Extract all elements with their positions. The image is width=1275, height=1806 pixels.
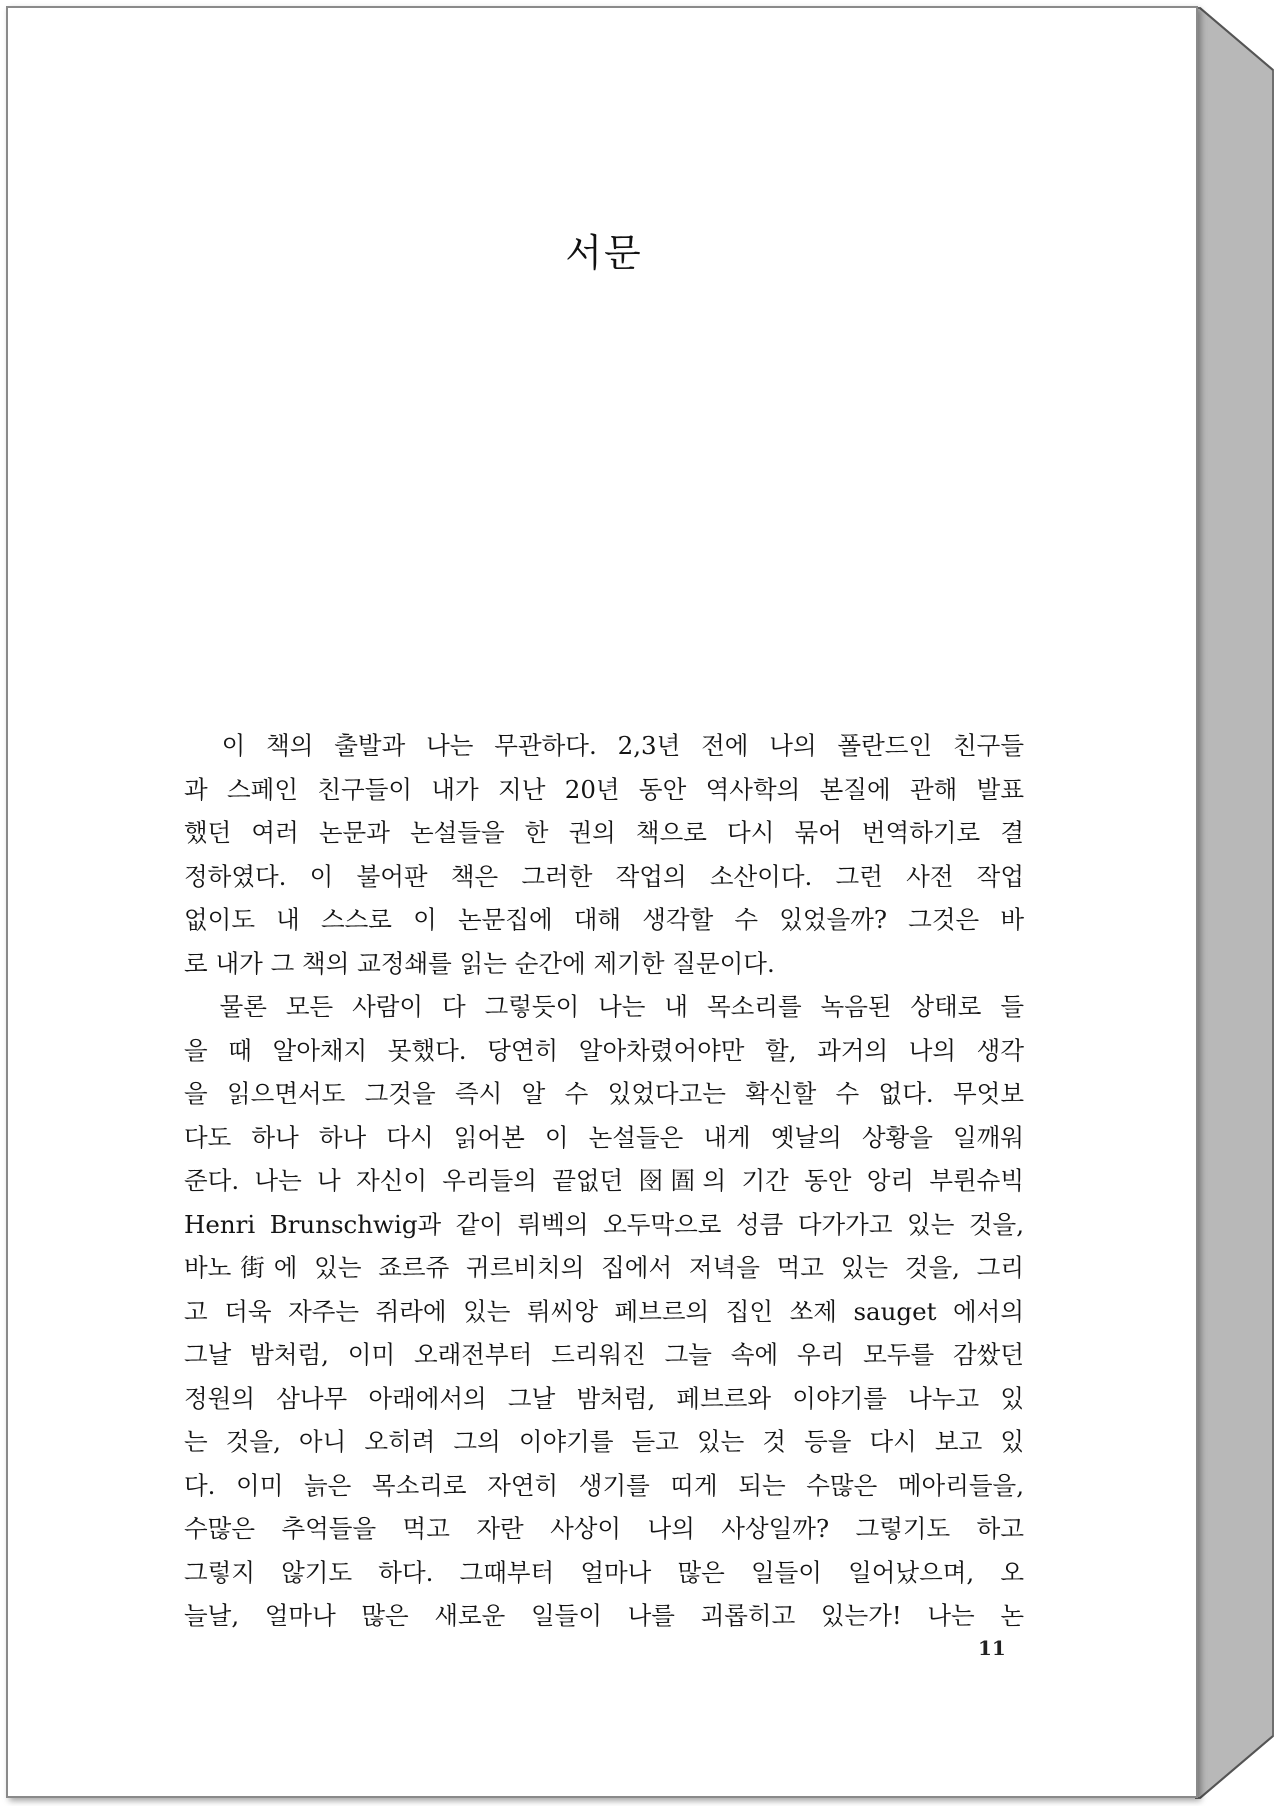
text-line: 을 읽으면서도 그것을 즉시 알 수 있었다고는 확신할 수 없다. 무엇보 bbox=[184, 1079, 1024, 1108]
document-page bbox=[6, 6, 1198, 1798]
text-line: Henri Brunschwig과 같이 뤼벡의 오두막으로 성큼 다가가고 있는 것을, bbox=[184, 1209, 1024, 1239]
text-line: 정원의 삼나무 아래에서의 그날 밤처럼, 페브르와 이야기를 나누고 있 bbox=[184, 1383, 1024, 1413]
paragraph-1 bbox=[184, 724, 1024, 985]
chapter-title: 서문 bbox=[565, 231, 643, 275]
text-line: 이 책의 출발과 나는 무관하다. 2,3년 전에 나의 폴란드인 친구들 bbox=[184, 731, 1024, 760]
text-line: 그렇지 않기도 하다. 그때부터 얼마나 많은 일들이 일어났으며, 오 bbox=[184, 1557, 1024, 1587]
text-line: 는 것을, 아니 오히려 그의 이야기를 듣고 있는 것 등을 다시 보고 있 bbox=[184, 1427, 1024, 1456]
paragraph-2 bbox=[184, 985, 1024, 1638]
text-line: 을 때 알아채지 못했다. 당연히 알아차렸어야만 할, 과거의 나의 생각 bbox=[184, 1035, 1024, 1065]
text-line: 물론 모든 사람이 다 그렇듯이 나는 내 목소리를 녹음된 상태로 들 bbox=[184, 992, 1024, 1021]
text-line: 다도 하나 하나 다시 읽어본 이 논설들은 내게 옛날의 상황을 일깨워 bbox=[184, 1122, 1024, 1152]
text-line: 다. 이미 늙은 목소리로 자연히 생기를 띠게 되는 수많은 메아리들을, bbox=[184, 1470, 1024, 1500]
text-line: 그날 밤처럼, 이미 오래전부터 드리워진 그늘 속에 우리 모두를 감쌌던 bbox=[184, 1340, 1024, 1369]
text-line: 늘날, 얼마나 많은 새로운 일들이 나를 괴롭히고 있는가! 나는 논 bbox=[184, 1601, 1024, 1630]
text-line: 과 스페인 친구들이 내가 지난 20년 동안 역사학의 본질에 관해 발표 bbox=[184, 774, 1024, 804]
page-number: 11 bbox=[978, 1636, 1006, 1660]
body-text bbox=[184, 724, 1024, 1638]
text-line: 정하였다. 이 불어판 책은 그러한 작업의 소산이다. 그런 사전 작업 bbox=[184, 861, 1024, 891]
text-line: 수많은 추억들을 먹고 자란 사상이 나의 사상일까? 그렇기도 하고 bbox=[184, 1514, 1024, 1543]
text-line: 없이도 내 스스로 이 논문집에 대해 생각할 수 있었을까? 그것은 바 bbox=[184, 905, 1024, 934]
text-line: 바노街에 있는 죠르쥬 귀르비치의 집에서 저녁을 먹고 있는 것을, 그리 bbox=[184, 1253, 1024, 1282]
text-line: 고 더욱 자주는 쥐라에 있는 뤼씨앙 페브르의 집인 쏘제 sauget 에서의 bbox=[184, 1296, 1024, 1326]
text-line: 로 내가 그 책의 교정쇄를 읽는 순간에 제기한 질문이다. bbox=[184, 948, 775, 978]
text-line: 준다. 나는 나 자신이 우리들의 끝없던 囹圄의 기간 동안 앙리 부륀슈빅 bbox=[184, 1166, 1024, 1195]
text-line: 했던 여러 논문과 논설들을 한 권의 책으로 다시 묶어 번역하기로 결 bbox=[184, 818, 1024, 847]
